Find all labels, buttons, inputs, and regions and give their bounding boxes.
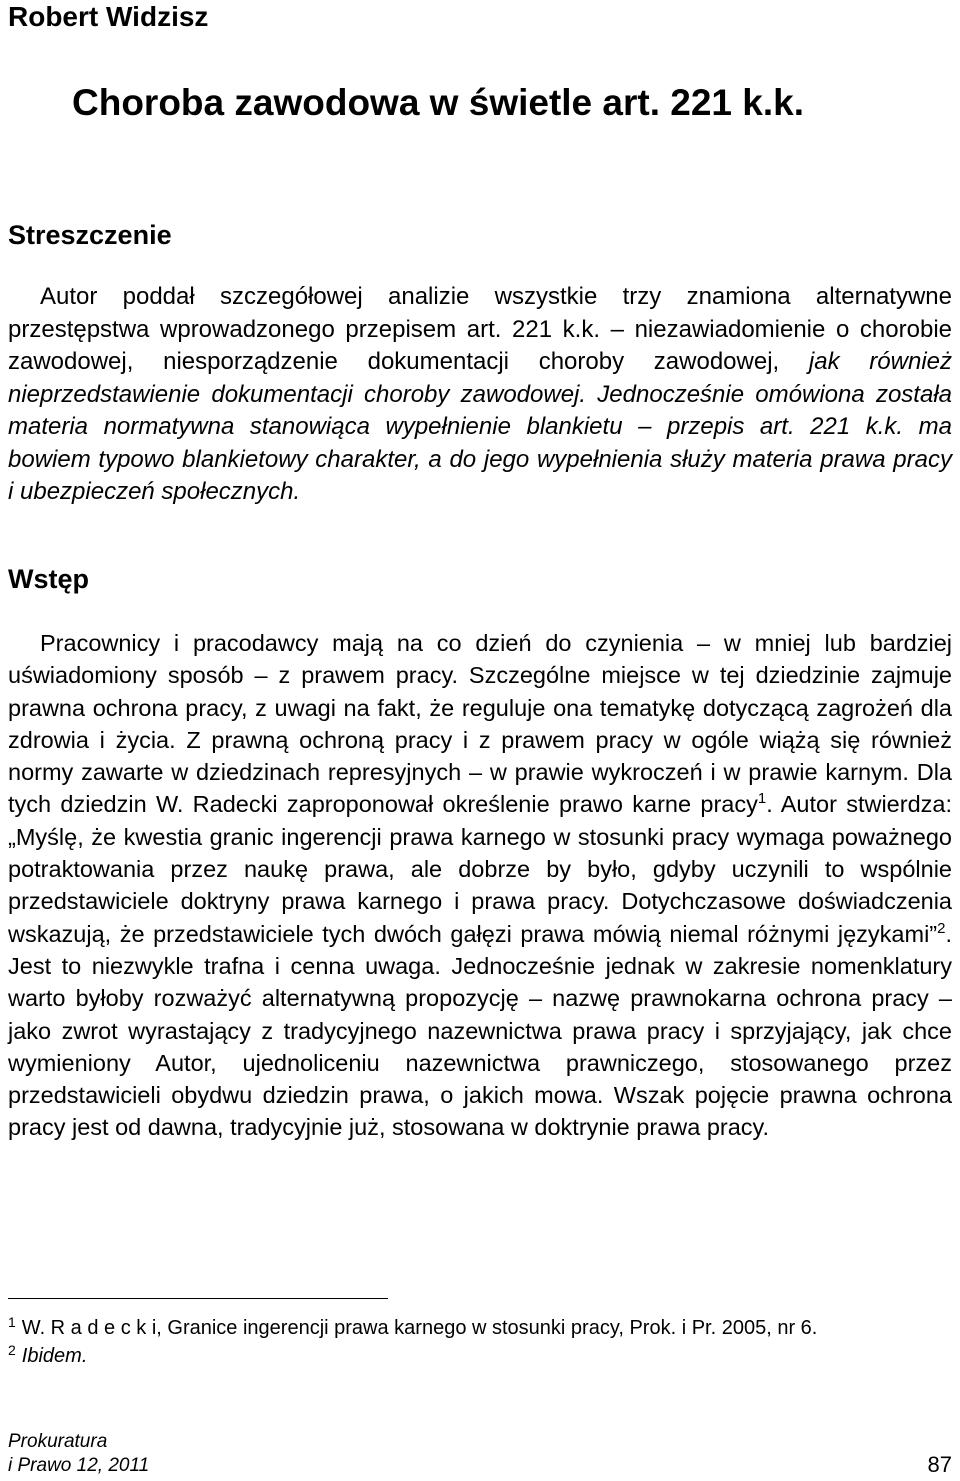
abstract-text-normal: Autor poddał szczegółowej analizie wszystkie trzy znamiona alternatywne przestępstwa wprowadzonego przepisem art. 221 k.k. – niezawiadomienie o chorobie zawodowej, niesporządzenie dokumentacji choroby zawodowej, xyxy=(8,283,952,375)
footnote-divider xyxy=(8,1298,388,1299)
abstract-text-italic: jak również nieprzedstawienie dokumentacji choroby zawodowej. Jednocześnie omówiona została materia normatywna stanowiąca wypełnienie blankietu – przepis art. 221 k.k. ma bowiem typowo blankietowy charakter, a do jego wypełnienia służy materia prawa pracy i ubezpieczeń społecznych. xyxy=(8,348,953,505)
footnote-1 xyxy=(8,1314,952,1342)
intro-text-part3: . Jest to niezwykle trafna i cenna uwaga. Jednocześnie jednak w zakresie nomenklatury warto byłoby rozważyć alternatywną propozycję – nazwę prawnokarna ochrona pracy – jako zwrot wyrastający z tradycyjnego nazewnictwa prawa pracy i sprzyjający, jak chce wymieniony Autor, ujednoliceniu nazewnictwa prawniczego, stosowanego przez przedstawicieli obydwu dziedzin prawa, o jakich mowa. Wszak pojęcie prawna ochrona pracy jest od dawna, tradycyjnie już, stosowana w doktrynie prawa pracy. xyxy=(8,920,952,1141)
footnotes xyxy=(8,1314,952,1370)
journal-line-1: Prokuratura xyxy=(8,1431,108,1452)
footnote-number: 1 xyxy=(8,1314,16,1330)
footnote-2 xyxy=(8,1342,952,1370)
footnote-ref-2[interactable]: 2 xyxy=(937,919,946,937)
footnote-text: Ibidem. xyxy=(21,1345,88,1367)
footnote-number: 2 xyxy=(8,1342,16,1358)
page-number: 87 xyxy=(927,1452,952,1477)
abstract-heading: Streszczenie xyxy=(8,220,172,250)
intro-paragraph xyxy=(8,627,952,1144)
author-name: Robert Widzisz xyxy=(8,1,209,32)
journal-line-2: i Prawo 12, 2011 xyxy=(8,1455,150,1476)
footnote-text: W. R a d e c k i, Granice ingerencji prawa karnego w stosunki pracy, Prok. i Pr. 2005, nr 6. xyxy=(21,1317,818,1339)
intro-heading: Wstęp xyxy=(8,564,89,594)
abstract-paragraph xyxy=(8,281,952,509)
journal-name xyxy=(8,1430,149,1478)
intro-text-part1: Pracownicy i pracodawcy mają na co dzień do czynienia – w mniej lub bardziej uświadomiony sposób – z prawem pracy. Szczególne miejsce w tej dziedzinie zajmuje prawna ochrona pracy, z uwagi na fakt, że reguluje ona tematykę dotyczącą zagrożeń dla zdrowia i życia. Z prawną ochroną pracy i z prawem pracy w ogóle wiążą się również normy zawarte w dziedzinach represyjnych – w prawie wykroczeń i w prawie karnym. Dla tych dziedzin W. Radecki zaproponował określenie prawo karne pracy xyxy=(8,630,952,818)
article-title: Choroba zawodowa w świetle art. 221 k.k. xyxy=(72,82,804,123)
intro-text-part2: . Autor stwierdza: „Myślę, że kwestia granic ingerencji prawa karnego w stosunki pracy wymaga poważnego potraktowania przez naukę prawa, ale dobrze by było, gdyby uczynili to wspólnie przedstawiciele doktryny prawa karnego i prawa pracy. Dotychczasowe doświadczenia wskazują, że przedstawiciele tych dwóch gałęzi prawa mówią niemal różnymi językami” xyxy=(8,791,952,947)
footnote-ref-1[interactable]: 1 xyxy=(757,790,767,808)
